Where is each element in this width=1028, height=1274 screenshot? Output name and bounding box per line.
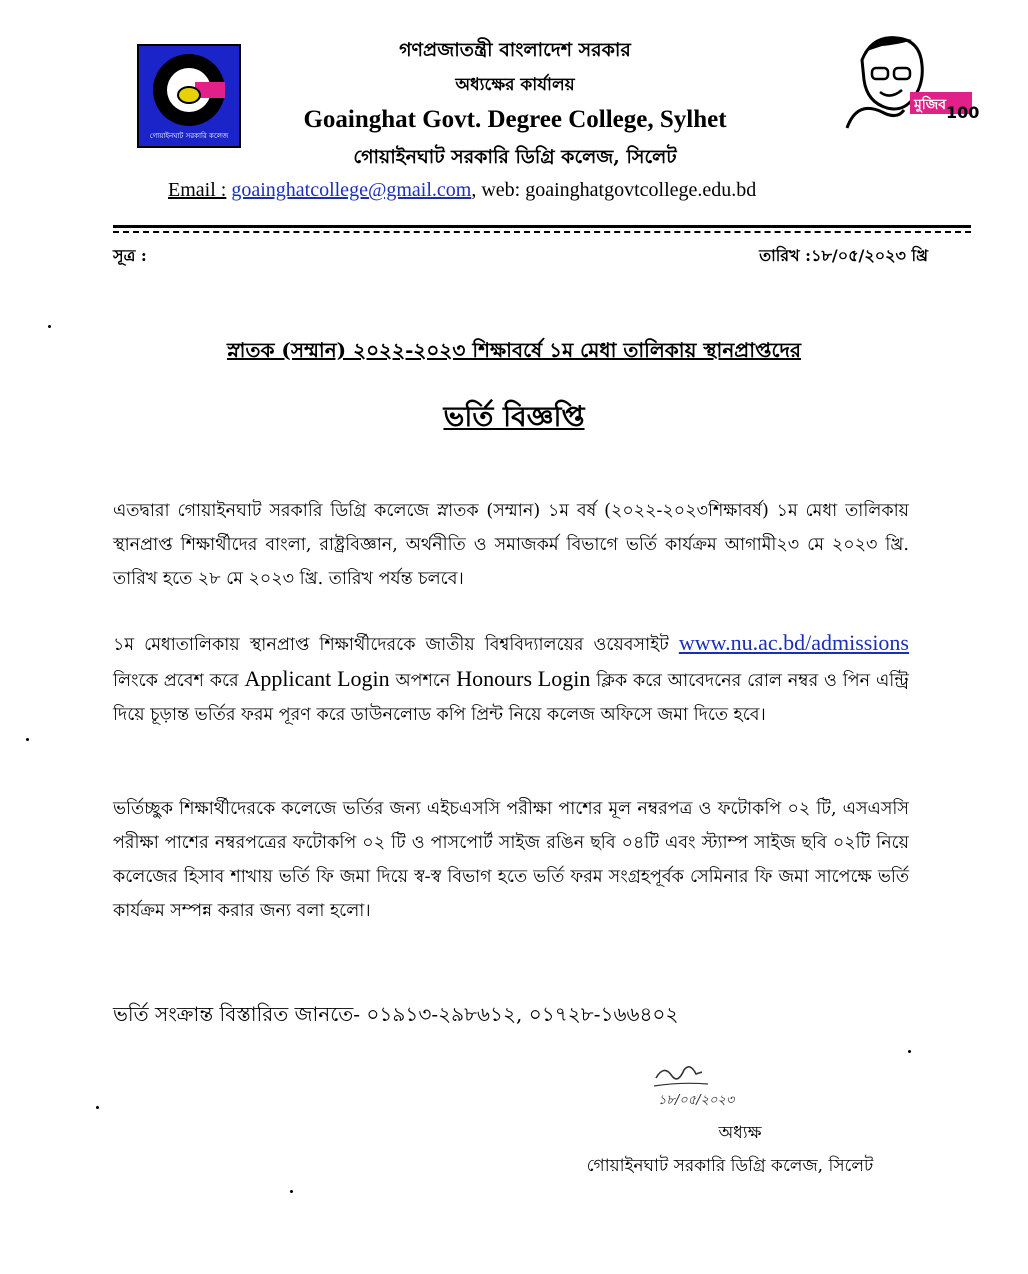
sign-date: ১৮/০৫/২০২৩ [658,1093,735,1108]
para2-text-b: লিংকে প্রবেশ করে [113,671,245,691]
scan-speck [96,1106,99,1109]
date-label: তারিখ : [759,246,812,265]
paragraph-1: এতদ্বারা গোয়াইনঘাট সরকারি ডিগ্রি কলেজে স্নাতক (সম্মান) ১ম বর্ষ (২০২২-২০২৩শিক্ষাবর্ষ) ১ম মেধা তালিকায় স্থানপ্রাপ্ত শিক্ষার্থীদের বাংলা, রাষ্ট্রবিজ্ঞান, অর্থনীতি ও সমাজকর্ম বিভাগে ভর্তি কার্যক্রম আগামী২৩ মে ২০২৩ খ্রি. তারিখ হতে ২৮ মে ২০২৩ খ্রি. তারিখ পর্যন্ত চলবে। [113,501,909,589]
office-line: অধ্যক্ষের কার্যালয় [455,75,575,95]
contact-line [168,179,888,202]
scan-speck [908,1050,911,1053]
logo-caption: গোয়াইনঘাট সরকারি কলেজ [149,132,229,140]
signatory-org: গোয়াইনঘাট সরকারি ডিগ্রি কলেজ, সিলেট [586,1156,874,1176]
notice-title: ভর্তি বিজ্ঞপ্তি [443,400,585,433]
date-value: ১৮/০৫/২০২৩ খ্রি [811,246,928,265]
logo-eye [177,86,201,104]
email-label: Email : [168,179,227,201]
admission-link[interactable]: www.nu.ac.bd/admissions [678,630,909,655]
date-line [759,243,928,270]
applicant-login-text: Applicant Login [244,666,390,691]
web-label: , web: [471,179,526,201]
honours-login-text: Honours Login [456,666,591,691]
email-link[interactable]: goainghatcollege@gmail.com [231,179,472,201]
web-address: goainghatgovtcollege.edu.bd [525,179,757,201]
gov-line: গণপ্রজাতন্ত্রী বাংলাদেশ সরকার [399,39,631,61]
college-name-en: Goainghat Govt. Degree College, Sylhet [303,106,727,133]
portrait-label: মুজিব [914,97,947,113]
header-rule-dashed [113,231,971,233]
notice-subtitle: স্নাতক (সম্মান) ২০২২-২০২৩ শিক্ষাবর্ষে ১ম মেধা তালিকায় স্থানপ্রাপ্তদের [226,338,802,362]
college-logo-icon [137,44,241,148]
header-rule [113,225,971,228]
para2-text-c: অপশনে [389,671,457,691]
college-name-bn: গোয়াইনঘাট সরকারি ডিগ্রি কলেজ, সিলেট [353,146,677,168]
contact-info: ভর্তি সংক্রান্ত বিস্তারিত জানতে- ০১৯১৩-২৯৮৬১২, ০১৭২৮-১৬৬৪০২ [113,1002,679,1026]
signatory-title: অধ্যক্ষ [718,1123,762,1143]
signature-icon [650,1060,780,1110]
reference-label: সূত্র : [113,246,147,265]
scan-speck [48,325,51,328]
para2-text-a: ১ম মেধাতালিকায় স্থানপ্রাপ্ত শিক্ষার্থীদেরকে জাতীয় বিশ্ববিদ্যালয়ের ওয়েবসাইট [113,635,679,655]
portrait-number: 100 [946,103,980,122]
scan-speck [26,738,29,741]
paragraph-2 [113,626,909,732]
para2-text-d: ক্লিক করে আবেদনের রোল নম্বর ও পিন এন্ট্রি দিয়ে চূড়ান্ত ভর্তির ফরম পূরণ করে ডাউনলোড কপি প্রিন্ট নিয়ে কলেজ অফিসে জমা দিতে হবে। [113,671,910,725]
paragraph-3: ভর্তিচ্ছুক শিক্ষার্থীদেরকে কলেজে ভর্তির জন্য এইচএসসি পরীক্ষা পাশের মূল নম্বরপত্র ও ফটোকপি ০২ টি, এসএসসি পরীক্ষা পাশের নম্বরপত্রের ফটোকপি ০২ টি ও পাসপোর্ট সাইজ রঙিন ছবি ০৪টি এবং স্ট্যাম্প সাইজ ছবি ০২টি নিয়ে কলেজের হিসাব শাখায় ভর্তি ফি জমা দিয়ে স্ব-স্ব বিভাগ হতে ভর্তি ফরম সংগ্রহপূর্বক সেমিনার ফি জমা সাপেক্ষে ভর্তি কার্যক্রম সম্পন্ন করার জন্য বলা হলো। [113,799,909,921]
portrait-icon [842,30,980,130]
scan-speck [290,1190,293,1193]
